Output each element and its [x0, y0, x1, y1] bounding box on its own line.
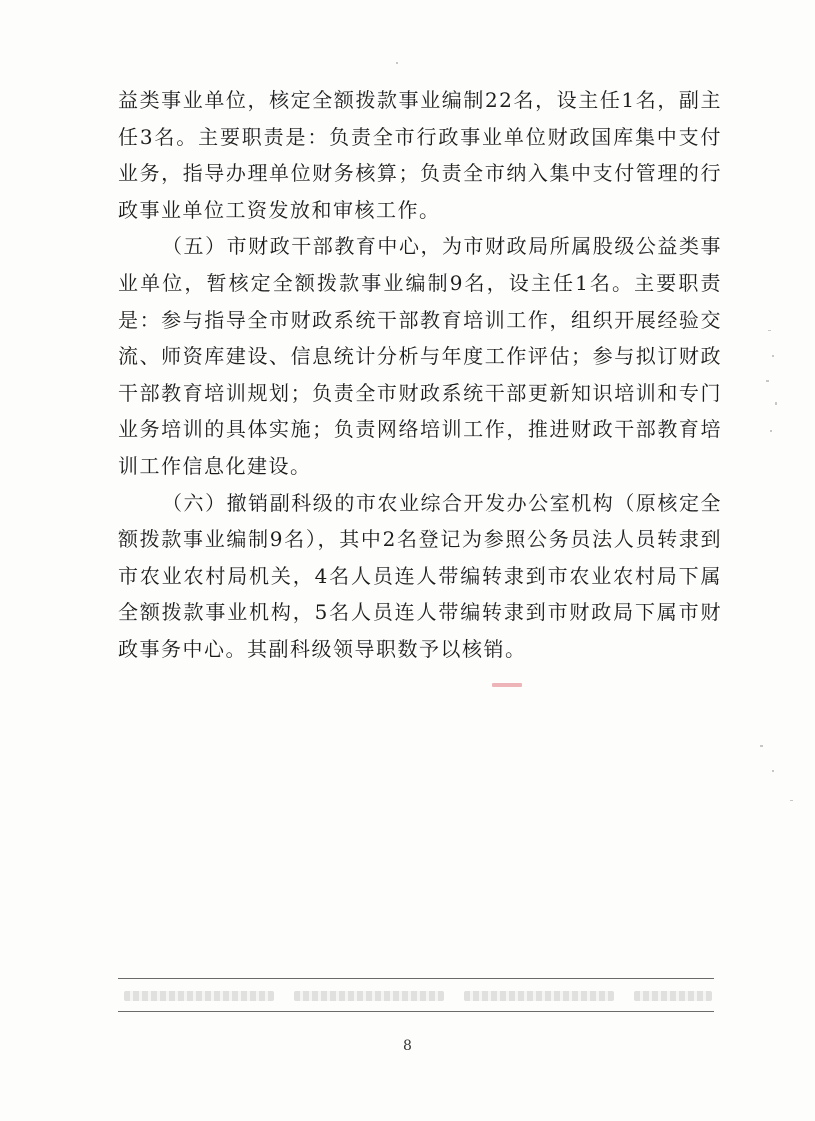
scan-speck	[770, 430, 772, 432]
scan-speck	[766, 380, 769, 382]
page-number: 8	[403, 1038, 412, 1054]
footer-rule-bottom	[118, 1011, 714, 1012]
paragraph-continuation: 益类事业单位，核定全额拨款事业编制22名，设主任1名，副主任3名。主要职责是：负责全市行政事业单位财政国库集中支付业务，指导办理单位财务核算；负责全市纳入集中支付管理的行政事业单位工资发放和审核工作。	[118, 88, 722, 222]
scan-speck	[790, 800, 793, 801]
scan-speck	[396, 62, 398, 64]
scan-speck	[772, 355, 774, 357]
paragraph-item-5: （五）市财政干部教育中心，为市财政局所属股级公益类事业单位，暂核定全额拨款事业编制9名，设主任1名。主要职责是：参与指导全市财政系统干部教育培训工作，组织开展经验交流、师资库建设、信息统计分析与年度工作评估；参与拟订财政干部教育培训规划；负责全市财政系统干部更新知识培训和专门业务培训的具体实施；负责网络培训工作，推进财政干部教育培训工作信息化建设。	[118, 234, 722, 478]
document-body	[118, 82, 722, 668]
scan-speck	[768, 330, 771, 331]
paragraph-item-6: （六）撤销副科级的市农业综合开发办公室机构（原核定全额拨款事业编制9名），其中2名登记为参照公务员法人员转隶到市农业农村局机关，4名人员连人带编转隶到市农业农村局下属全额拨款事业机构，5名人员连人带编转隶到市财政局下属市财政事务中心。其副科级领导职数予以核销。	[118, 490, 722, 661]
faded-segment	[124, 991, 274, 1001]
scan-speck	[775, 402, 777, 405]
faded-segment	[294, 991, 444, 1001]
scan-speck	[772, 770, 774, 772]
faded-segment	[634, 991, 712, 1001]
footer-rule-top	[118, 978, 714, 979]
scan-speck	[760, 745, 763, 747]
footer-faded-text	[118, 988, 714, 1004]
faded-segment	[464, 991, 614, 1001]
stamp-residue-mark	[492, 683, 522, 687]
